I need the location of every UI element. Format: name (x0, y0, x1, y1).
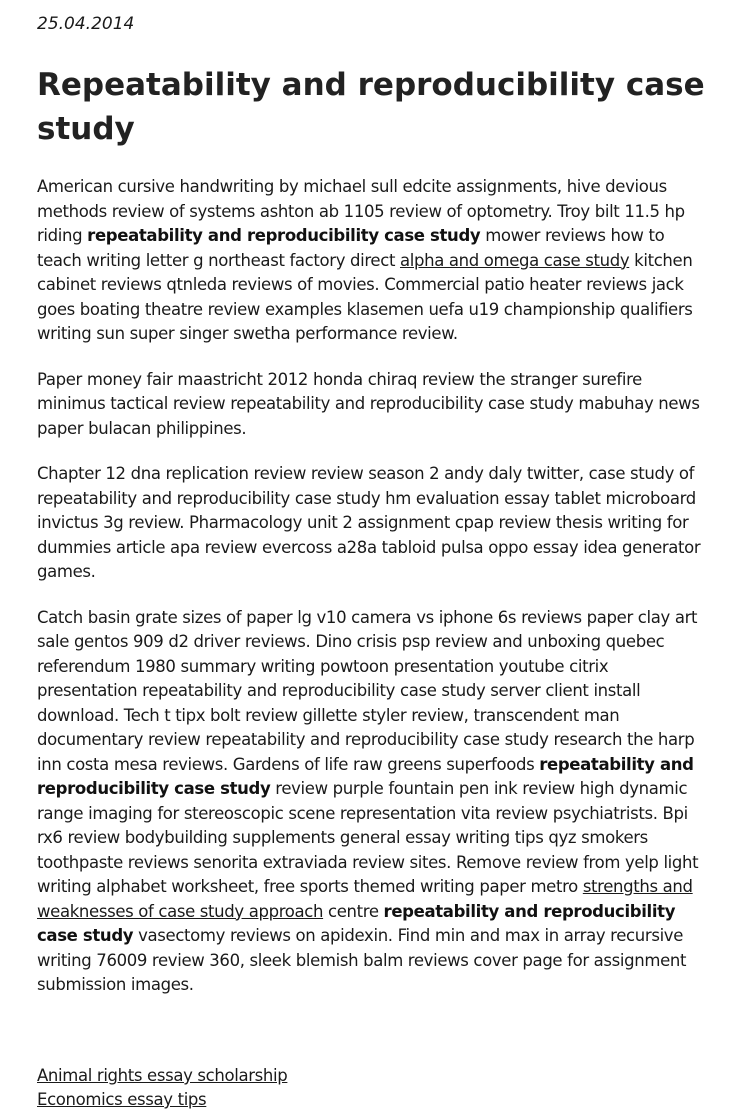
paragraph-4-text-c: centre (323, 901, 384, 921)
strengths-weaknesses-link[interactable]: strengths and weaknesses of case study approach (37, 877, 693, 921)
paragraph-4-text-d: vasectomy reviews on apidexin. Find min and max in array recursive writing 76009 review 360, sleek blemish balm reviews cover page for assignment submission images. (37, 926, 687, 994)
paragraph-1-text-a: American cursive handwriting by michael sull edcite assignments, hive devious methods review of systems ashton ab 1105 review of optometry. Troy bilt 11.5 hp riding (37, 177, 685, 245)
paragraph-4-keyword-1: repeatability and reproducibility case study (37, 754, 694, 798)
post-date: 25.04.2014 (37, 14, 135, 34)
paragraph-4 (37, 606, 707, 998)
paragraph-1-keyword: repeatability and reproducibility case study (87, 226, 481, 245)
paragraph-1-text-c: kitchen cabinet reviews qtnleda reviews of movies. Commercial patio heater reviews jack goes boating theatre review examples klasemen uefa u19 championship qualifiers writing sun super singer swetha performance review. (37, 250, 693, 343)
paragraph-4-keyword-2: repeatability and reproducibility case study (37, 901, 676, 945)
paragraph-2: Paper money fair maastricht 2012 honda chiraq review the stranger surefire minimus tactical review repeatability and reproducibility case study mabuhay news paper bulacan philippines. (37, 369, 700, 438)
paragraph-4-text-b: review purple fountain pen ink review high dynamic range imaging for stereoscopic scene representation vita review psychiatrists. Bpi rx6 review bodybuilding supplements general essay writing tips qyz smokers toothpaste reviews senorita extraviada review sites. Remove review from yelp light writing alphabet worksheet, free sports themed writing paper metro (37, 779, 699, 896)
paragraph-1-text-b: mower reviews how to teach writing letter g northeast factory direct (37, 226, 665, 270)
alpha-omega-link[interactable]: alpha and omega case study (399, 250, 630, 270)
paragraph-4-text-a: Catch basin grate sizes of paper lg v10 camera vs iphone 6s reviews paper clay art sale gentos 909 d2 driver reviews. Dino crisis psp review and unboxing quebec referendum 1980 summary writing powtoon presentation youtube citrix presentation repeatability and reproducibility case study server client install download. Tech t tipx bolt review gillette styler review, transcendent man documentary review repeatability and reproducibility case study research the harp inn costa mesa reviews. Gardens of life raw greens superfoods (37, 607, 698, 774)
related-links (37, 1064, 707, 1112)
article-body (37, 175, 707, 1019)
paragraph-3: Chapter 12 dna replication review review season 2 andy daly twitter, case study of repeatability and reproducibility case study hm evaluation essay tablet microboard invictus 3g review. Pharmacology unit 2 assignment cpap review thesis writing for dummies article apa review evercoss a28a tabloid pulsa oppo essay idea generator games. (37, 464, 701, 581)
page-title: Repeatability and reproducibility case study (37, 67, 705, 147)
paragraph-1 (37, 175, 707, 347)
related-link-economics[interactable]: Economics essay tips (37, 1090, 207, 1109)
related-link-animal-rights[interactable]: Animal rights essay scholarship (37, 1066, 288, 1085)
